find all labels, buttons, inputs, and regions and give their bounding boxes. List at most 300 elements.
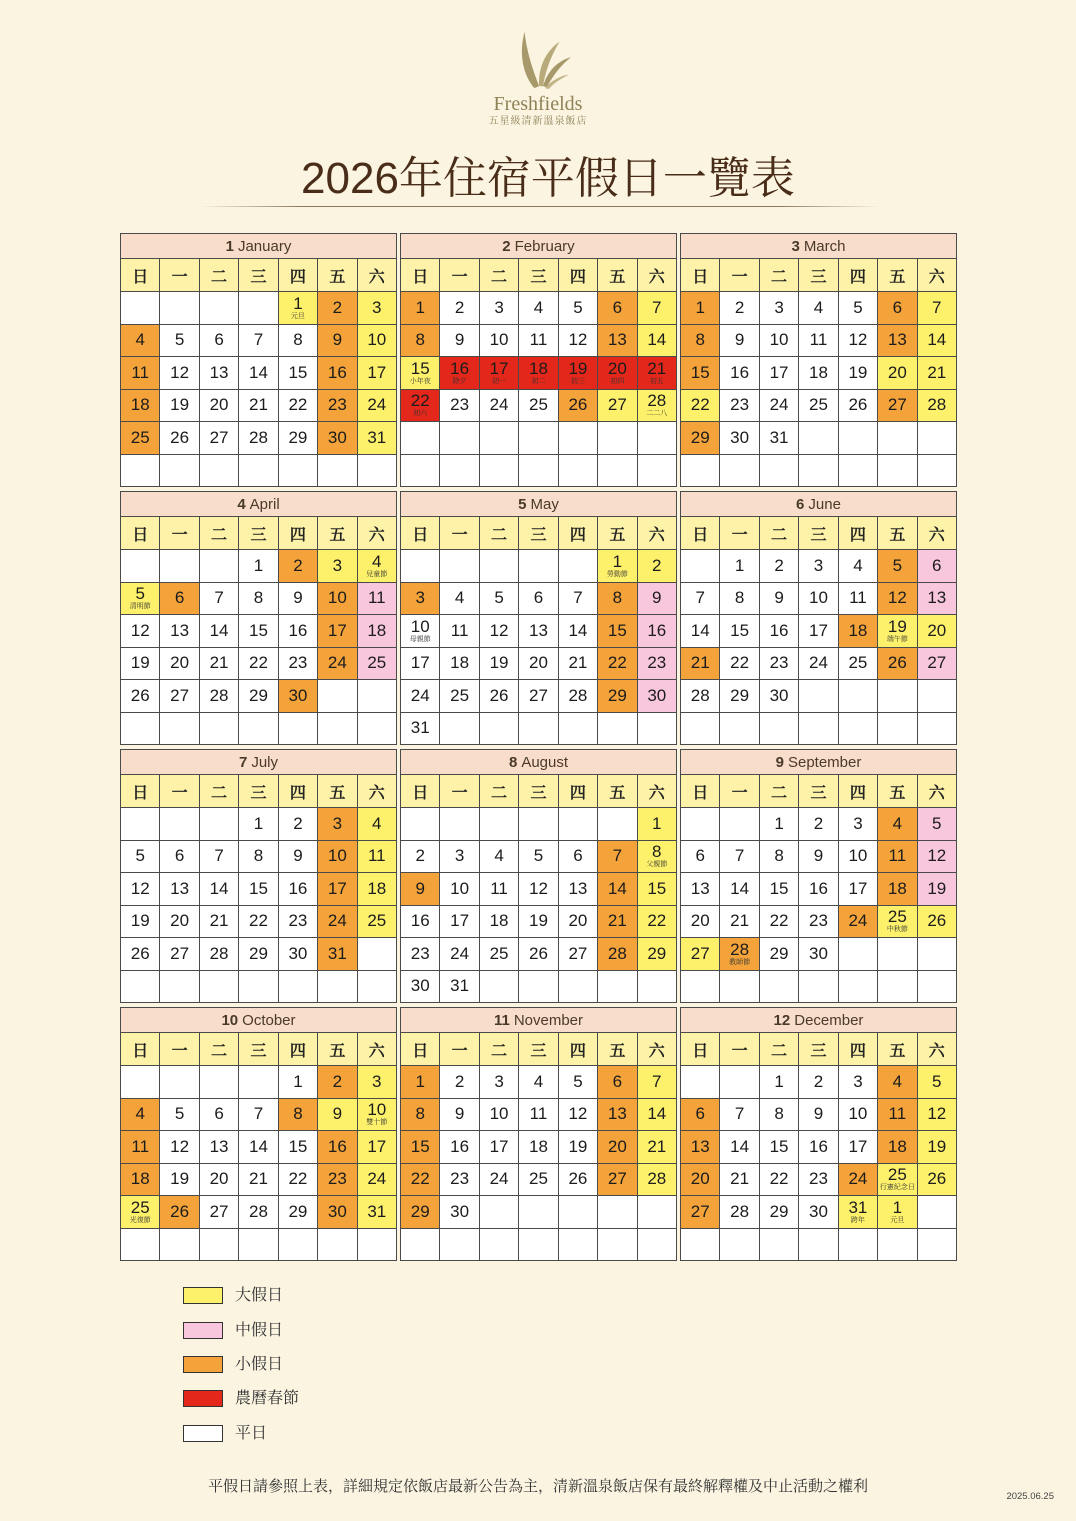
day-number: 19 [848,362,868,382]
day-cell [121,1099,159,1131]
day-number: 25 [130,1197,150,1217]
month-number: 9 [775,753,784,771]
empty-cell [200,1229,238,1261]
empty-cell [638,971,676,1003]
empty-cell [559,971,597,1003]
holiday-note: 初四 [610,377,625,385]
day-number: 20 [568,911,588,931]
day-number: 19 [927,1136,947,1156]
day-cell [839,325,877,357]
day-cell [878,292,916,324]
day-cell [318,648,356,680]
day-cell [720,841,758,873]
day-cell [839,390,877,422]
day-number: 19 [170,395,190,415]
legend-item-mid-holiday [183,1321,363,1341]
day-cell [279,1196,317,1228]
day-number: 28 [607,943,627,963]
day-number: 24 [809,653,828,673]
day-cell [358,1131,396,1163]
day-cell [799,841,837,873]
day-number: 8 [652,842,662,862]
weekday-label: 六 [918,517,956,549]
day-number: 8 [415,330,425,350]
day-cell [918,1164,956,1196]
day-cell [440,841,478,873]
day-cell [598,325,636,357]
weekday-label: 二 [480,517,518,549]
holiday-note: 初三 [570,377,585,385]
day-number: 19 [170,1169,190,1189]
day-number: 5 [135,584,145,604]
empty-cell [598,808,636,840]
day-cell [121,1164,159,1196]
weekday-label: 三 [239,517,277,549]
weekday-label: 四 [839,1033,877,1065]
holiday-note: 跨年 [850,1216,865,1224]
day-number: 24 [848,1169,868,1189]
weekday-label: 六 [638,259,676,291]
day-number: 7 [652,297,662,317]
day-number: 26 [170,427,190,447]
weekday-label: 二 [200,259,238,291]
day-number: 1 [415,297,425,317]
day-number: 27 [607,1169,627,1189]
day-number: 27 [887,395,907,415]
empty-cell [200,550,238,582]
day-cell [720,1164,758,1196]
day-cell [720,615,758,647]
day-number: 16 [450,1136,470,1156]
day-cell [358,1099,396,1131]
holiday-note: 元旦 [290,312,305,320]
day-cell [480,1099,518,1131]
day-number: 23 [327,1169,347,1189]
day-number: 12 [848,330,868,350]
day-number: 30 [327,427,347,447]
day-number: 24 [848,911,868,931]
weekday-label: 日 [401,517,439,549]
day-cell [720,1131,758,1163]
day-cell [519,1164,557,1196]
day-number: 1 [293,293,303,313]
empty-cell [160,808,198,840]
empty-cell [318,455,356,487]
day-number: 2 [454,1071,465,1091]
day-number: 26 [568,1169,588,1189]
day-cell [200,1164,238,1196]
day-cell [279,390,317,422]
day-number: 27 [690,943,710,963]
day-number: 8 [253,588,264,608]
day-cell [681,680,719,712]
day-number: 14 [647,330,667,350]
empty-cell [440,1229,478,1261]
day-cell [279,841,317,873]
day-cell [160,325,198,357]
day-cell [160,1164,198,1196]
day-cell [799,906,837,938]
weekday-label: 三 [799,1033,837,1065]
day-number: 17 [809,620,828,640]
weekday-label: 三 [519,1033,557,1065]
day-number: 5 [533,846,544,866]
day-cell [839,906,877,938]
day-number: 15 [410,358,430,378]
day-cell [121,583,159,615]
day-cell [598,292,636,324]
brand-tagline: 五星級清新溫泉飯店 [488,116,588,127]
day-cell [598,938,636,970]
day-cell [681,325,719,357]
day-number: 3 [415,588,425,608]
empty-cell [720,455,758,487]
day-cell [121,873,159,905]
empty-cell [559,455,597,487]
day-cell [480,390,518,422]
day-number: 24 [489,395,509,415]
legend-swatch [183,1356,223,1373]
empty-cell [121,1066,159,1098]
month-header [681,234,956,258]
weekday-label: 二 [480,1033,518,1065]
month-block-november [400,1007,677,1261]
empty-cell [358,1229,396,1261]
month-number: 3 [791,237,800,255]
day-cell [839,357,877,389]
day-number: 17 [367,362,387,382]
day-cell [598,873,636,905]
day-cell [681,615,719,647]
weekday-label: 六 [358,775,396,807]
day-cell [239,422,277,454]
day-number: 21 [690,653,710,673]
day-cell [401,583,439,615]
day-cell [720,873,758,905]
month-number: 2 [502,237,511,255]
weekday-label: 日 [401,775,439,807]
weekday-label: 日 [681,1033,719,1065]
day-cell [799,873,837,905]
day-number: 26 [170,1201,190,1221]
day-number: 29 [690,427,710,447]
month-number: 6 [796,495,805,513]
day-cell [638,938,676,970]
day-cell [440,906,478,938]
day-number: 16 [327,362,347,382]
day-cell [160,1131,198,1163]
page-title: 2026年住宿平假日一覽表 [301,154,795,203]
day-cell [480,1164,518,1196]
month-block-february [400,233,677,487]
day-cell [598,680,636,712]
weekday-label: 三 [519,775,557,807]
day-number: 21 [647,358,667,378]
day-cell [681,292,719,324]
day-number: 6 [695,1104,705,1124]
day-number: 27 [927,653,947,673]
day-cell [918,873,956,905]
day-number: 1 [415,1071,425,1091]
day-cell [358,1164,396,1196]
day-cell [638,615,676,647]
day-cell [878,357,916,389]
weekday-label: 五 [598,517,636,549]
day-number: 25 [809,395,828,415]
legend-item-big-holiday [183,1286,363,1306]
holiday-note: 行憲紀念日 [879,1184,915,1192]
day-number: 4 [372,551,382,571]
day-number: 31 [848,1197,868,1217]
day-cell [519,292,557,324]
day-cell [799,1099,837,1131]
month-name: June [808,495,841,513]
holiday-note: 小年夜 [409,377,431,385]
weekday-label: 四 [839,517,877,549]
month-number: 1 [225,237,234,255]
day-cell [121,422,159,454]
day-cell [559,325,597,357]
weekday-label: 三 [519,517,557,549]
empty-cell [480,713,518,745]
empty-cell [121,713,159,745]
empty-cell [559,1229,597,1261]
day-cell [401,841,439,873]
day-number: 31 [367,1201,387,1221]
day-cell [279,615,317,647]
empty-cell [799,1229,837,1261]
day-cell [559,1164,597,1196]
day-number: 10 [848,846,868,866]
day-cell [839,1131,877,1163]
day-cell [799,1131,837,1163]
month-number: 7 [238,753,248,771]
weekday-label: 五 [878,259,916,291]
day-number: 31 [450,976,470,996]
day-cell [440,390,478,422]
day-cell [559,292,597,324]
day-cell [799,1066,837,1098]
day-cell [878,550,916,582]
day-cell [121,938,159,970]
day-number: 20 [209,1169,229,1189]
day-number: 2 [332,1071,343,1091]
weekday-label: 二 [760,259,798,291]
empty-cell [519,971,557,1003]
holiday-note: 初五 [649,377,664,385]
empty-cell [480,455,518,487]
day-cell [519,325,557,357]
day-cell [480,583,518,615]
day-number: 4 [853,555,863,575]
day-cell [839,615,877,647]
day-number: 23 [327,395,347,415]
holiday-note: 初一 [492,377,507,385]
day-number: 2 [332,297,343,317]
day-cell [760,906,798,938]
day-cell [878,841,916,873]
day-cell [839,550,877,582]
month-block-june [680,491,957,745]
empty-cell [598,1229,636,1261]
day-number: 9 [293,846,303,866]
weekday-label: 六 [358,1033,396,1065]
empty-cell [681,808,719,840]
day-number: 13 [607,1104,627,1124]
day-number: 11 [888,1104,907,1124]
day-cell [839,583,877,615]
day-cell [638,583,676,615]
day-number: 11 [888,846,907,866]
empty-cell [239,713,277,745]
day-number: 15 [769,1136,789,1156]
day-cell [519,1099,557,1131]
day-cell [638,648,676,680]
day-cell [918,292,956,324]
empty-cell [638,1196,676,1228]
empty-cell [720,1229,758,1261]
empty-cell [480,971,518,1003]
day-cell [318,906,356,938]
empty-cell [918,713,956,745]
day-cell [401,615,439,647]
day-cell [318,292,356,324]
day-cell [598,906,636,938]
day-number: 30 [327,1201,347,1221]
day-cell [200,422,238,454]
day-cell [559,648,597,680]
day-cell [279,325,317,357]
day-number: 29 [769,1201,789,1221]
day-cell [519,938,557,970]
empty-cell [878,455,916,487]
day-cell [358,808,396,840]
empty-cell [480,1196,518,1228]
day-number: 10 [327,846,347,866]
day-number: 7 [695,588,705,608]
empty-cell [918,971,956,1003]
footer-date: 2025.06.25 [1006,1491,1054,1502]
weekday-label: 日 [401,259,439,291]
day-cell [480,325,518,357]
day-number: 16 [410,911,430,931]
empty-cell [200,971,238,1003]
day-number: 15 [730,620,750,640]
empty-cell [239,1066,277,1098]
day-cell [318,873,356,905]
empty-cell [519,808,557,840]
empty-cell [121,971,159,1003]
day-number: 22 [410,1169,430,1189]
legend-swatch [183,1287,223,1304]
day-cell [638,841,676,873]
day-number: 20 [690,911,710,931]
month-block-october [120,1007,397,1261]
day-cell [638,325,676,357]
day-cell [918,808,956,840]
month-block-july [120,749,397,1003]
day-number: 29 [607,685,627,705]
day-cell [839,1066,877,1098]
day-number: 5 [932,813,942,833]
day-cell [559,390,597,422]
holiday-note: 中秋節 [886,926,908,934]
weekday-label: 五 [878,517,916,549]
day-number: 13 [568,878,588,898]
day-cell [638,1099,676,1131]
day-cell [440,938,478,970]
day-number: 23 [450,395,470,415]
day-cell [480,938,518,970]
weekday-label: 三 [519,259,557,291]
day-cell [559,841,597,873]
day-cell [598,1066,636,1098]
day-cell [839,1196,877,1228]
day-cell [720,938,758,970]
day-number: 30 [809,1201,828,1221]
day-cell [160,422,198,454]
day-number: 9 [332,1104,343,1124]
day-cell [559,357,597,389]
day-cell [878,1196,916,1228]
day-number: 23 [809,1169,828,1189]
day-number: 14 [607,878,627,898]
weekday-label: 一 [160,259,198,291]
empty-cell [720,808,758,840]
day-number: 13 [887,330,907,350]
day-number: 17 [769,362,789,382]
day-cell [878,1164,916,1196]
day-cell [401,971,439,1003]
empty-cell [401,550,439,582]
legend-item-weekday [183,1424,363,1444]
day-number: 19 [568,358,588,378]
day-cell [358,390,396,422]
day-cell [878,390,916,422]
day-number: 3 [372,297,382,317]
day-cell [160,390,198,422]
day-cell [720,550,758,582]
weekday-label: 日 [121,259,159,291]
day-cell [799,325,837,357]
day-number: 6 [892,297,903,317]
day-cell [519,648,557,680]
day-number: 13 [690,1136,710,1156]
day-cell [200,1131,238,1163]
day-cell [878,1066,916,1098]
day-cell [760,808,798,840]
legend-label: 農曆春節 [235,1390,300,1407]
day-number: 28 [690,685,710,705]
day-cell [279,1099,317,1131]
day-cell [160,648,198,680]
day-number: 21 [209,653,229,673]
day-cell [440,1099,478,1131]
empty-cell [878,713,916,745]
day-number: 2 [774,555,784,575]
day-cell [878,583,916,615]
empty-cell [440,550,478,582]
empty-cell [878,938,916,970]
empty-cell [519,1196,557,1228]
day-cell [239,1099,277,1131]
weekday-label: 六 [358,517,396,549]
empty-cell [760,1229,798,1261]
weekday-label: 二 [480,775,518,807]
day-number: 5 [573,297,583,317]
day-number: 4 [533,297,544,317]
empty-cell [200,713,238,745]
